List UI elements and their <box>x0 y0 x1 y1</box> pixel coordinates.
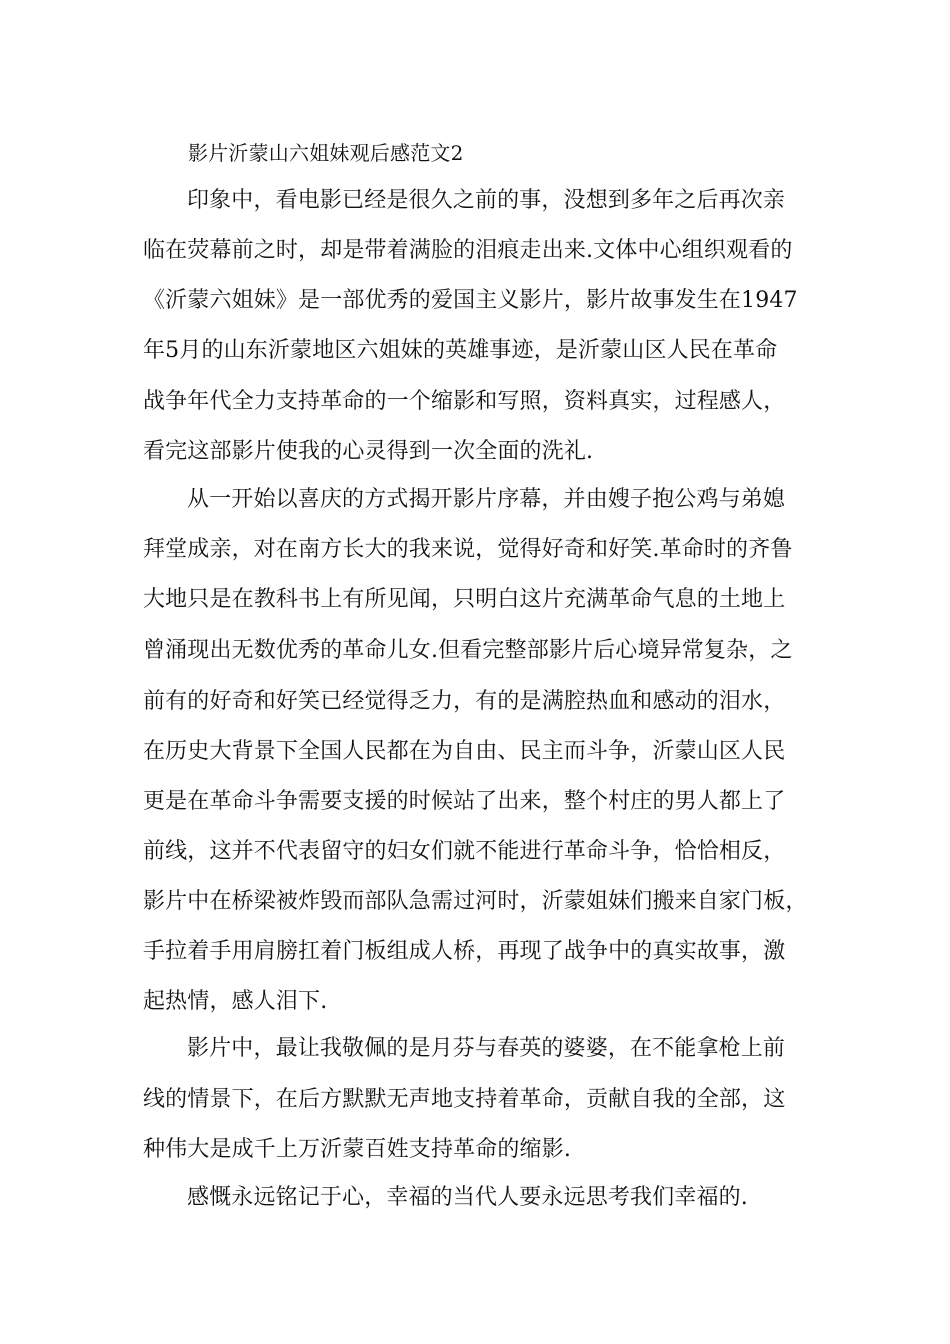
paragraph-2-line-5: 前有的好奇和好笑已经觉得乏力，有的是满腔热血和感动的泪水， <box>143 689 786 714</box>
paragraph-2-line-7: 更是在革命斗争需要支援的时候站了出来，整个村庄的男人都上了 <box>143 789 786 814</box>
paragraph-2-line-1: 从一开始以喜庆的方式揭开影片序幕，并由嫂子抱公鸡与弟媳 <box>187 487 786 512</box>
paragraph-2-line-3: 大地只是在教科书上有所见闻，只明白这片充满革命气息的土地上 <box>143 587 786 612</box>
paragraph-1-line-2: 临在荧幕前之时，却是带着满脸的泪痕走出来.文体中心组织观看的 <box>143 238 793 263</box>
paragraph-1-line-1: 印象中，看电影已经是很久之前的事，没想到多年之后再次亲 <box>187 188 786 213</box>
paragraph-1-line-5: 战争年代全力支持革命的一个缩影和写照，资料真实，过程感人， <box>143 389 786 414</box>
paragraph-3-line-3: 种伟大是成千上万沂蒙百姓支持革命的缩影. <box>143 1137 571 1162</box>
paragraph-4-line-1: 感慨永远铭记于心，幸福的当代人要永远思考我们幸福的. <box>187 1185 748 1210</box>
paragraph-2-line-8: 前线，这并不代表留守的妇女们就不能进行革命斗争，恰恰相反， <box>143 839 786 864</box>
document-title: 影片沂蒙山六姐妹观后感范文2 <box>188 141 464 165</box>
paragraph-3-line-2: 线的情景下，在后方默默无声地支持着革命，贡献自我的全部，这 <box>143 1087 786 1112</box>
paragraph-2-line-11: 起热情，感人泪下. <box>143 989 328 1014</box>
paragraph-3-line-1: 影片中，最让我敬佩的是月芬与春英的婆婆，在不能拿枪上前 <box>187 1036 786 1061</box>
paragraph-1-line-3: 《沂蒙六姐妹》是一部优秀的爱国主义影片，影片故事发生在1947 <box>143 288 798 313</box>
paragraph-1-line-6: 看完这部影片使我的心灵得到一次全面的洗礼. <box>143 439 594 464</box>
paragraph-2-line-2: 拜堂成亲，对在南方长大的我来说，觉得好奇和好笑.革命时的齐鲁 <box>143 537 793 562</box>
paragraph-1-line-4: 年5月的山东沂蒙地区六姐妹的英雄事迹，是沂蒙山区人民在革命 <box>143 338 778 363</box>
paragraph-2-line-6: 在历史大背景下全国人民都在为自由、民主而斗争，沂蒙山区人民 <box>143 739 786 764</box>
paragraph-2-line-9: 影片中在桥梁被炸毁而部队急需过河时，沂蒙姐妹们搬来自家门板， <box>143 889 808 914</box>
paragraph-2-line-10: 手拉着手用肩膀扛着门板组成人桥，再现了战争中的真实故事，激 <box>143 939 786 964</box>
paragraph-2-line-4: 曾涌现出无数优秀的革命儿女.但看完整部影片后心境异常复杂，之 <box>143 638 793 663</box>
